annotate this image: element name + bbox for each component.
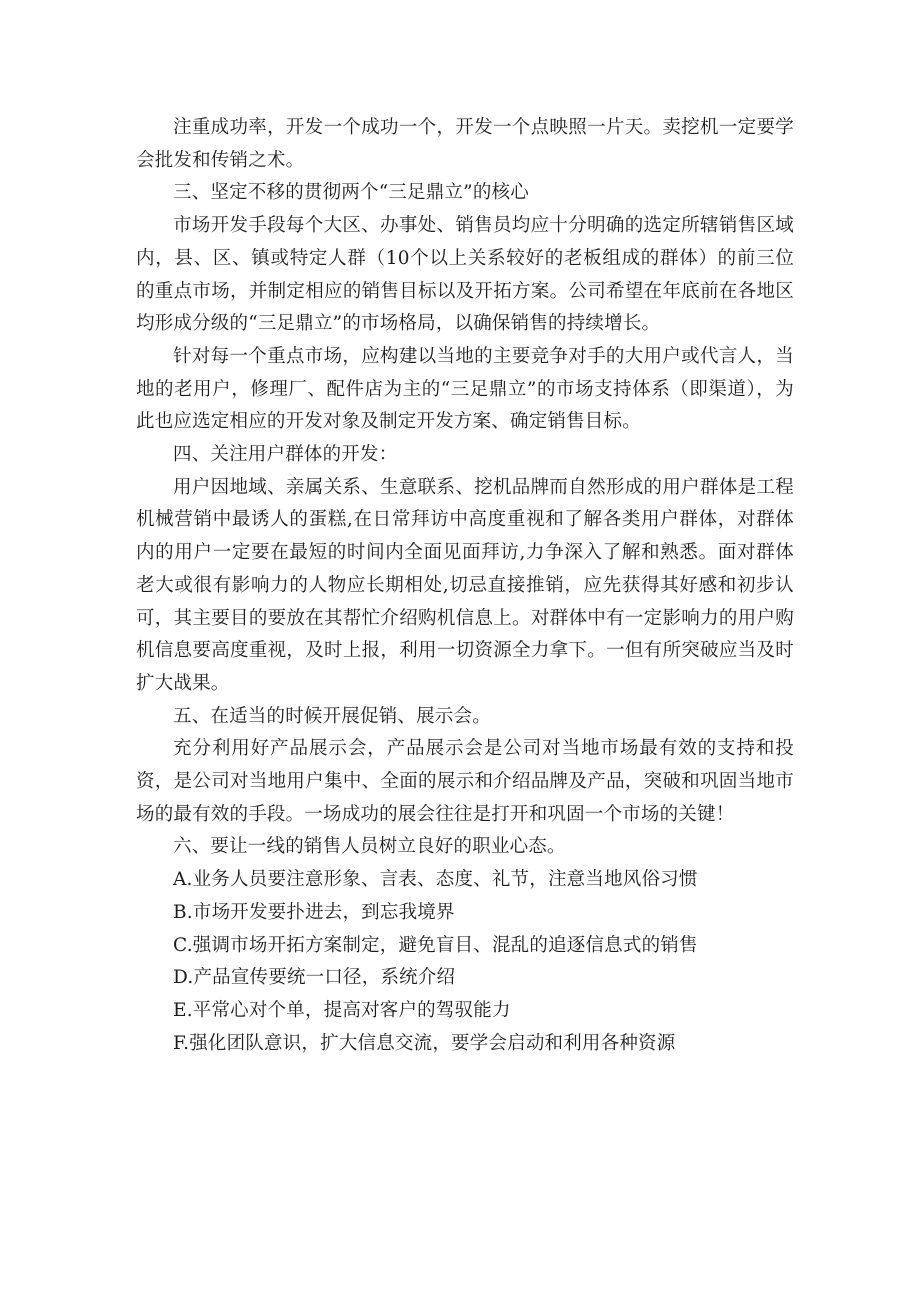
section-heading-3: 三、坚定不移的贯彻两个“三足鼎立”的核心: [173, 182, 529, 204]
paragraph-exhibitions: 充分利用好产品展示会，产品展示会是公司对当地市场最有效的支持和投资，是公司对当地用户集中、全面的展示和介绍品牌及产品，突破和巩固当地市场的最有效的手段。一场成功的展会往往是打开和巩固一个市场的关键！: [136, 738, 794, 825]
section-heading-6: 六、要让一线的销售人员树立良好的职业心态。: [173, 836, 566, 858]
paragraph-market-development: 市场开发手段每个大区、办事处、销售员均应十分明确的选定所辖销售区域内，县、区、镇或特定人群（10个以上关系较好的老板组成的群体）的前三位的重点市场，并制定相应的销售目标以及开拓方案。公司希望在年底前在各地区均形成分级的“三足鼎立”的市场格局，以确保销售的持续增长。: [136, 215, 794, 335]
list-item-b: B.市场开发要扑进去，到忘我境界: [173, 901, 455, 923]
list-item-d: D.产品宣传要统一口径，系统介绍: [173, 967, 456, 989]
document-body: [136, 112, 794, 1060]
list-item-a: A.业务人员要注意形象、言表、态度、礼节，注意当地风俗习惯: [173, 869, 698, 891]
paragraph-key-market-support: 针对每一个重点市场，应构建以当地的主要竞争对手的大用户或代言人，当地的老用户，修理厂、配件店为主的“三足鼎立”的市场支持体系（即渠道），为此也应选定相应的开发对象及制定开发方案、确定销售目标。: [136, 345, 794, 433]
section-heading-5: 五、在适当的时候开展促销、展示会。: [173, 705, 491, 727]
list-item-f: F.强化团队意识，扩大信息交流，要学会启动和利用各种资源: [173, 1032, 676, 1054]
section-heading-4: 四、关注用户群体的开发：: [173, 444, 398, 466]
list-item-c: C.强调市场开拓方案制定，避免盲目、混乱的追逐信息式的销售: [173, 934, 698, 956]
list-item-e: E.平常心对个单，提高对客户的驾驭能力: [173, 999, 511, 1021]
paragraph-user-groups: 用户因地域、亲属关系、生意联系、挖机品牌而自然形成的用户群体是工程机械营销中最诱人的蛋糕,在日常拜访中高度重视和了解各类用户群体，对群体内的用户一定要在最短的时间内全面见面拜访,力争深入了解和熟悉。面对群体老大或很有影响力的人物应长期相处,切忌直接推销，应先获得其好感和初步认可，其主要目的要放在其帮忙介绍购机信息上。对群体中有一定影响力的用户购机信息要高度重视，及时上报，利用一切资源全力拿下。一但有所突破应当及时扩大战果。: [136, 476, 794, 694]
paragraph-intro-continuation: 注重成功率，开发一个成功一个，开发一个点映照一片天。卖挖机一定要学会批发和传销之术。: [136, 117, 794, 171]
